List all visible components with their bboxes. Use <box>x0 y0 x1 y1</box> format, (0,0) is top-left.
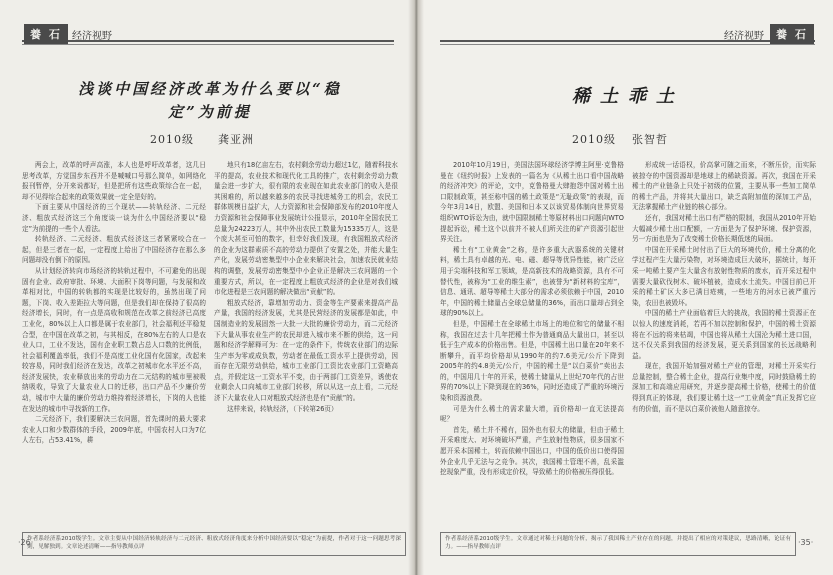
right-section-badge: 養 石 <box>770 24 814 44</box>
paragraph: 首先，稀土并不稀有，国外也有很大的储量，但由于稀土开采难度大、对环境破坏严重，产生放射性物质，很多国家不愿开采本国稀土，转而依赖中国出口，中国的低价出口使得国外企业几乎无法与之竞争。其次，我国稀土管理不善，乱采滥挖现象严重，没有形成定价权，导致稀土的价格被压得很低。 <box>440 425 624 477</box>
right-header-rule-thin <box>440 44 815 45</box>
paragraph: 从计划经济转向市场经济的转轨过程中，不可避免的出现固有企业、政府审批、环境、大面积下岗等问题，与发展和改革相对比，中国的转轨都的实现是比较好的，虽然出现了问题，下岗、收入差距拉大等问题，但是我们却在保持了很高的经济增长，同时，有一点是高收和规范在改革之前经济已高度工业化，80%以上人口都是属于农业部门，社会福利还平稳复合型，在中国在改革之初，与其相反，在80%左右的人口是农业人口，工业不发达，国有企业职工数占总人口数的比例低，社会福利覆盖率低，我们不是高度工业化国有化国家，改起来较容易，同时我们经济在发达，改革之初城市化水平还不高，经济发展快，农业释放出来的劳动力在二元结构的城市里被吸纳吸收，导致了大量农业人口的迁移，出口产品不少廉价劳动，城市中大量的廉价劳动力维持着经济增长，下岗的人也能在发达的城市中寻找新的工作。 <box>22 266 206 413</box>
left-byline-author: 龚亚洲 <box>218 133 254 146</box>
right-page-number: ·35· <box>798 538 814 547</box>
right-section-label: 经济视野 <box>724 31 764 42</box>
left-column-2 <box>214 160 398 526</box>
right-byline-author: 张智哲 <box>632 133 668 146</box>
left-footnote-box: 作者系经济系2010级学生。文章主要从中国经济转轨经济与二元经济、粗放式经济角度来分析中国经济要以“稳定”为前提，作者对于这一问题思考深刻，见解独到。文章论述清晰——指导教师点评 <box>22 532 406 556</box>
right-footnote-box: 作者系经济系2010级学生。文章通过对稀土问题的分析，揭示了我国稀土产业存在的问题，并提出了相应的对策建议，思路清晰，论证有力。——指导教师点评 <box>440 532 796 556</box>
left-article-title-line2: 定”为前提 <box>168 103 252 121</box>
paragraph: 2010年10月19日，美国法国环球经济学博主阿里·克鲁格曼在《纽约时报》上发表的一篇名为《从稀土出口看中国战略的经济冲突》的评论，文中，克鲁格曼大肆抱怨中国对稀土出口限制政策，甚至称中国的稀土政策是“无耻政策”的表现，而今年3月14日，欧盟、美国和日本又以该贸易体制向世界贸易组织WTO诉讼为由，就中国限制稀土等原材料出口问题向WTO提起诉讼，稀土这个以前并不被人们所关注的矿产资源引起世界关注。 <box>440 161 624 244</box>
paragraph: 这样来说，转轨经济，（下转第26页） <box>227 404 338 413</box>
left-column-1 <box>22 160 206 526</box>
paragraph: 二元经济下，我们要解决三农问题，首先课时的最大要求农业人口和少数群体的手段，2009年底，中国农村人口为7亿人左右，占53.41%，耕 <box>22 415 206 445</box>
left-byline-class: 2010级 <box>150 133 194 146</box>
paragraph: 可是为什么稀土的需求量大增，而价格却一直无法提高呢？ <box>440 404 624 424</box>
left-page <box>0 0 414 575</box>
paragraph: 地只有18亿亩左右，农村剩余劳动力超过1亿，随着科技水平的提高，农业技术和现代化工具的推广，农村剩余劳动力数量会进一步扩大，很有限的农业现在如此农业部门的收入是很其困难的，所以越来越多的农民寻找进城务工的机会，农民工群体规模日益扩大，人力资源和社会保障部发布的2010年度人力资源和社会保障事业发展统计公报显示，2010年全国农民工总量为24223万人，其中外出农民工数量为15335万人，这是个庞大甚至可怕的数字，但幸好我们发现，有我国粗放式经济的企业为这群素质不高的劳动力提供了安置之处，并能大量生产化，发展劳动密集型中小企业来解决社会，加速农民就业结构的调整，发展劳动密集型中小企业正是解决三农问题的一个重要方式，所以，在一定程度上粗放式经济的企业是对我们城市化进程是三农问题的解决做出“贡献”的。 <box>214 161 398 297</box>
paragraph: 但是，中国稀土在全球稀土市场上的地位和它的储量不相称，我国在过去十几年把稀土作为普通商品大量出口，甚至以低于生产成本的价格出售。但是，中国稀土出口量在20年来不断攀升，而平均价格却从1990年的约7.6美元/公斤下降到2005年的约4.8美元/公斤，中国的稀土是“以白菜价”卖出去的，中国用几十年的开采，使稀土储量从上世纪70年代的占世界的70%以上下降到现在的36%，同时还造成了严重的环境污染和资源浪费。 <box>440 319 624 403</box>
right-page <box>418 0 833 575</box>
left-article-title-line1: 浅谈中国经济改革为什么要以“稳 <box>78 80 342 98</box>
right-column-1 <box>440 160 624 526</box>
paragraph: 中国的稀土产业面临着巨大的挑战，我国的稀土资源正在以惊人的速度消耗，若再不加以控制和保护，中国的稀土资源将在不远的将来枯竭，中国也将从稀土大国沦为稀土进口国，这不仅关系到我国的经济发展，更关系到国家的长远战略利益。 <box>632 309 816 360</box>
paragraph: 中国在开采稀土时付出了巨大的环境代价，稀土分离的化学过程产生大量污染物，对环境造成巨大破坏，据统计，每开采一吨稀土要产生大量含有放射性物质的废水，而开采过程中需要大量砍伐树木、破坏植被，造成水土流失。中国目前已开采的稀土矿区大多已满目疮痍，一些地方的河水已被严重污染，农田也被毁坏。 <box>632 245 816 307</box>
paragraph: 粗放式经济，靠增加劳动力、资金等生产要素来提高产品产量，我国的经济发展，尤其是民营经济的发展都是如此，中国制造业的发展固然一大批一大批的廉价劳动力，而二元经济下大量从事农业生产的农民却进入城市来不断的供给，这一问题和经济学解释可为：在一定的条件下，传统农业部门的边际生产率为零或成负数，劳动者在最低工资水平上提供劳动，因而存在无限劳动供给，城市工业部门工资比农业部门工资略高点，并假定这一工资水平不变，由于两部门工资差异，诱使农业剩余人口向城市工业部门转移，所以从这一点上看，二元经济下大量农业人口对粗放式经济也是有“贡献”的。 <box>214 298 398 403</box>
paragraph: 转轨经济、二元经济、粗放式经济这三者紧紧咬合在一起，但是三者在一起，一定程度上给出了中国经济存在那么多问题却没有倒下的原因。 <box>22 235 206 265</box>
right-column-2 <box>632 160 816 526</box>
paragraph: 两会上，改革的呼声高涨，本人也是呼吁改革者，这几日思考改革，方觉国步东西并不是喊喊口号那么简单，如网络化报刊暂停，分开来说都好，但是把所有这些政策综合在一起，却不见得综合起来的政策效果就一定全是好的。 <box>22 161 206 201</box>
paragraph: 还有，我国对稀土出口有严格的限制，我国从2010年开始大幅减少稀土出口配额，一方面是为了保护环境、保护资源，另一方面也是为了改变稀土价格长期低迷的局面。 <box>632 213 816 244</box>
right-article-title: 稀土乖土 <box>572 86 684 107</box>
left-section-badge: 養 石 <box>24 24 68 44</box>
left-section-label: 经济视野 <box>72 31 112 42</box>
book-spine <box>408 0 424 575</box>
right-byline-class: 2010级 <box>572 133 616 146</box>
paragraph: 现在，我国开始加强对稀土产业的管理，对稀土开采实行总量控制，整合稀土企业，提高行业集中度，同时鼓励稀土的深加工和高端应用研究，并逐步提高稀土价格，使稀土的价值得到真正的体现，我们要让稀土这一“工业黄金”真正发挥它应有的价值，而不是以白菜价被他人随意掠夺。 <box>632 362 816 413</box>
left-header-rule-thin <box>22 44 394 45</box>
paragraph: 形成统一话语权，价高掌可随之而来，不断压价，而实际被掠夺的中国资源却是地球上的稀缺资源。再次，我国在开采稀土的产业链条上只处于初级的位置，主要从事一些加工简单的稀土产品，并将其大量出口，缺乏高附加值的深加工产品，无法掌握稀土产业链的核心部分。 <box>632 161 816 212</box>
paragraph: 稀土有“工业黄金”之称，是许多重大武器系统的关键材料，稀土具有卓越的光、电、磁、超导等优异性能，被广泛应用于尖端科技和军工领域，是高新技术的战略资源，具有不可替代性，被称为“工业的维生素”，也被誉为“新材料的宝库”，信息、通讯、超导等稀土大部分的需求必须依赖于中国，2010年，中国的稀土储量占全球总储量的36%，而出口量却占到全球的90%以上。 <box>440 245 624 318</box>
paragraph: 下面主要从中国经济的三个现状——转轨经济、二元经济、粗放式经济这三个角度谈一谈为什么中国经济要以“稳定”为前提的一些个人看法。 <box>22 203 206 233</box>
left-page-number: ·26· <box>18 538 34 547</box>
